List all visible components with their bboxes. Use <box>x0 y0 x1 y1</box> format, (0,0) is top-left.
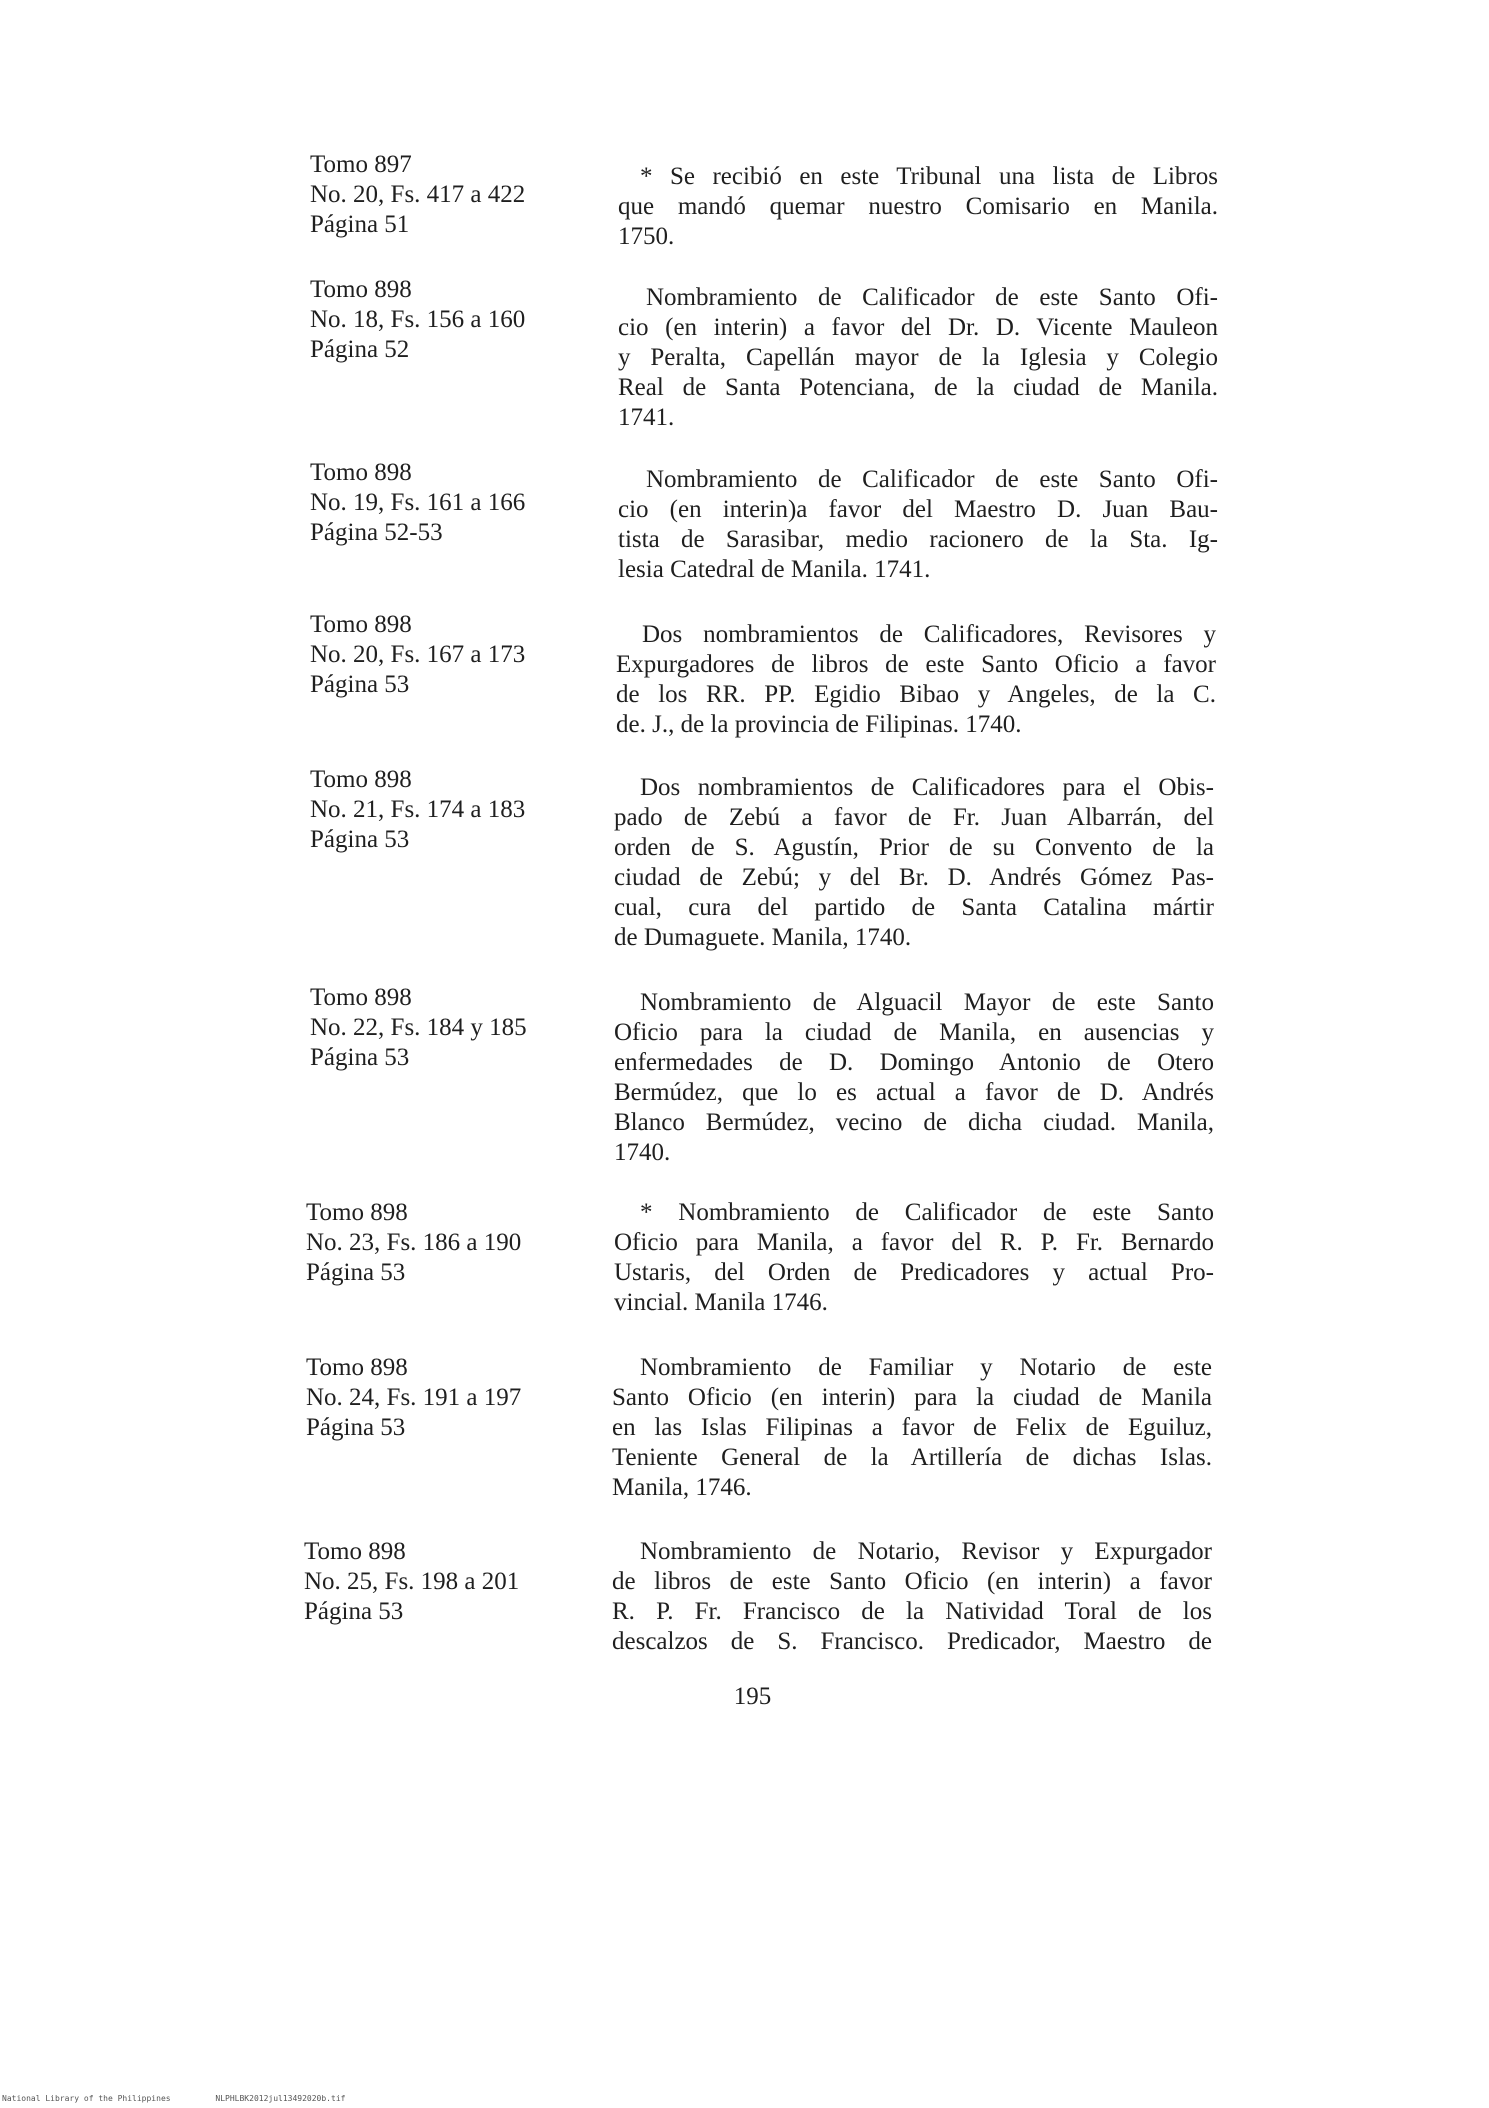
desc-line: Nombramiento de Notario, Revisor y Expurgador <box>640 1538 1212 1565</box>
desc-line: y Peralta, Capellán mayor de la Iglesia y Colegio <box>618 344 1218 371</box>
entry-description <box>618 283 1218 433</box>
pagina-line: Página 52-53 <box>310 519 443 546</box>
desc-line: Bermúdez, que lo es actual a favor de D. Andrés <box>614 1079 1214 1106</box>
desc-line: ciudad de Zebú; y del Br. D. Andrés Gómez Pas- <box>614 864 1214 891</box>
pagina-line: Página 53 <box>310 671 410 698</box>
desc-line: pado de Zebú a favor de Fr. Juan Albarrán, del <box>614 804 1214 831</box>
folio-line: No. 19, Fs. 161 a 166 <box>310 489 526 516</box>
desc-line: Dos nombramientos de Calificadores para el Obis- <box>640 774 1214 801</box>
folio-line: No. 25, Fs. 198 a 201 <box>304 1568 520 1595</box>
tomo-line: Tomo 897 <box>310 151 412 178</box>
desc-line: Expurgadores de libros de este Santo Oficio a favor <box>616 651 1216 678</box>
desc-line: Oficio para Manila, a favor del R. P. Fr. Bernardo <box>614 1229 1214 1256</box>
desc-line: Santo Oficio (en interin) para la ciudad de Manila <box>612 1384 1212 1411</box>
entry-reference <box>310 458 610 548</box>
footer-filename: NLPHLBK2012jul13492020b.tif <box>215 2094 346 2103</box>
folio-line: No. 24, Fs. 191 a 197 <box>306 1384 522 1411</box>
pagina-line: Página 53 <box>306 1259 406 1286</box>
pagina-line: Página 53 <box>310 1044 410 1071</box>
desc-line: R. P. Fr. Francisco de la Natividad Toral de los <box>612 1598 1212 1625</box>
entry-reference <box>304 1537 604 1627</box>
desc-line: enfermedades de D. Domingo Antonio de Otero <box>614 1049 1214 1076</box>
pagina-line: Página 53 <box>306 1414 406 1441</box>
desc-line: 1741. <box>618 404 675 431</box>
desc-line: cio (en interin) a favor del Dr. D. Vicente Mauleon <box>618 314 1218 341</box>
desc-line: de los RR. PP. Egidio Bibao y Angeles, de la C. <box>616 681 1216 708</box>
pagina-line: Página 53 <box>304 1598 404 1625</box>
tomo-line: Tomo 898 <box>306 1199 408 1226</box>
page-number: 195 <box>733 1683 772 1710</box>
pagina-line: Página 53 <box>310 826 410 853</box>
pagina-line: Página 51 <box>310 211 410 238</box>
desc-line: Teniente General de la Artillería de dichas Islas. <box>612 1444 1212 1471</box>
tomo-line: Tomo 898 <box>304 1538 406 1565</box>
entry-reference <box>310 150 610 240</box>
desc-line: Nombramiento de Calificador de este Santo Ofi- <box>646 466 1218 493</box>
desc-line: de libros de este Santo Oficio (en interin) a favor <box>612 1568 1212 1595</box>
entry-reference <box>306 1198 606 1288</box>
folio-line: No. 20, Fs. 417 a 422 <box>310 181 526 208</box>
desc-line: 1740. <box>614 1139 671 1166</box>
desc-line: Dos nombramientos de Calificadores, Revisores y <box>642 621 1216 648</box>
desc-line: Manila, 1746. <box>612 1474 752 1501</box>
entry-description <box>618 465 1218 585</box>
folio-line: No. 22, Fs. 184 y 185 <box>310 1014 527 1041</box>
folio-line: No. 21, Fs. 174 a 183 <box>310 796 526 823</box>
entry-reference <box>310 275 610 365</box>
desc-line: * Nombramiento de Calificador de este Santo <box>640 1199 1214 1226</box>
desc-line: tista de Sarasibar, medio racionero de la Sta. Ig- <box>618 526 1218 553</box>
desc-line: Real de Santa Potenciana, de la ciudad de Manila. <box>618 374 1218 401</box>
entry-description <box>614 988 1214 1168</box>
desc-line: descalzos de S. Francisco. Predicador, Maestro de <box>612 1628 1212 1655</box>
desc-line: Oficio para la ciudad de Manila, en ausencias y <box>614 1019 1214 1046</box>
desc-line: 1750. <box>618 223 675 250</box>
tomo-line: Tomo 898 <box>310 459 412 486</box>
desc-line: Blanco Bermúdez, vecino de dicha ciudad. Manila, <box>614 1109 1214 1136</box>
desc-line: Nombramiento de Calificador de este Santo Ofi- <box>646 284 1218 311</box>
desc-line: Ustaris, del Orden de Predicadores y actual Pro- <box>614 1259 1214 1286</box>
desc-line: Nombramiento de Alguacil Mayor de este Santo <box>640 989 1214 1016</box>
folio-line: No. 20, Fs. 167 a 173 <box>310 641 526 668</box>
tomo-line: Tomo 898 <box>310 276 412 303</box>
scan-footer <box>2 2094 385 2103</box>
entry-description <box>612 1537 1212 1657</box>
desc-line: que mandó quemar nuestro Comisario en Manila. <box>618 193 1218 220</box>
desc-line: cio (en interin)a favor del Maestro D. Juan Bau- <box>618 496 1218 523</box>
entry-reference <box>306 1353 606 1443</box>
entry-reference <box>310 983 610 1073</box>
entry-description <box>612 1353 1212 1503</box>
desc-line: orden de S. Agustín, Prior de su Convento de la <box>614 834 1214 861</box>
tomo-line: Tomo 898 <box>310 611 412 638</box>
desc-line: Nombramiento de Familiar y Notario de este <box>640 1354 1212 1381</box>
desc-line: de. J., de la provincia de Filipinas. 1740. <box>616 711 1022 738</box>
entry-reference <box>310 610 610 700</box>
tomo-line: Tomo 898 <box>310 984 412 1011</box>
folio-line: No. 18, Fs. 156 a 160 <box>310 306 526 333</box>
desc-line: * Se recibió en este Tribunal una lista de Libros <box>640 163 1218 190</box>
footer-library: National Library of the Philippines <box>2 2094 171 2103</box>
entry-description <box>618 162 1218 252</box>
desc-line: en las Islas Filipinas a favor de Felix de Eguiluz, <box>612 1414 1212 1441</box>
entry-description <box>614 773 1214 953</box>
entry-description <box>616 620 1216 740</box>
folio-line: No. 23, Fs. 186 a 190 <box>306 1229 522 1256</box>
desc-line: cual, cura del partido de Santa Catalina mártir <box>614 894 1214 921</box>
tomo-line: Tomo 898 <box>310 766 412 793</box>
desc-line: de Dumaguete. Manila, 1740. <box>614 924 912 951</box>
tomo-line: Tomo 898 <box>306 1354 408 1381</box>
entry-description <box>614 1198 1214 1318</box>
desc-line: lesia Catedral de Manila. 1741. <box>618 556 931 583</box>
entry-reference <box>310 765 610 855</box>
pagina-line: Página 52 <box>310 336 410 363</box>
desc-line: vincial. Manila 1746. <box>614 1289 828 1316</box>
